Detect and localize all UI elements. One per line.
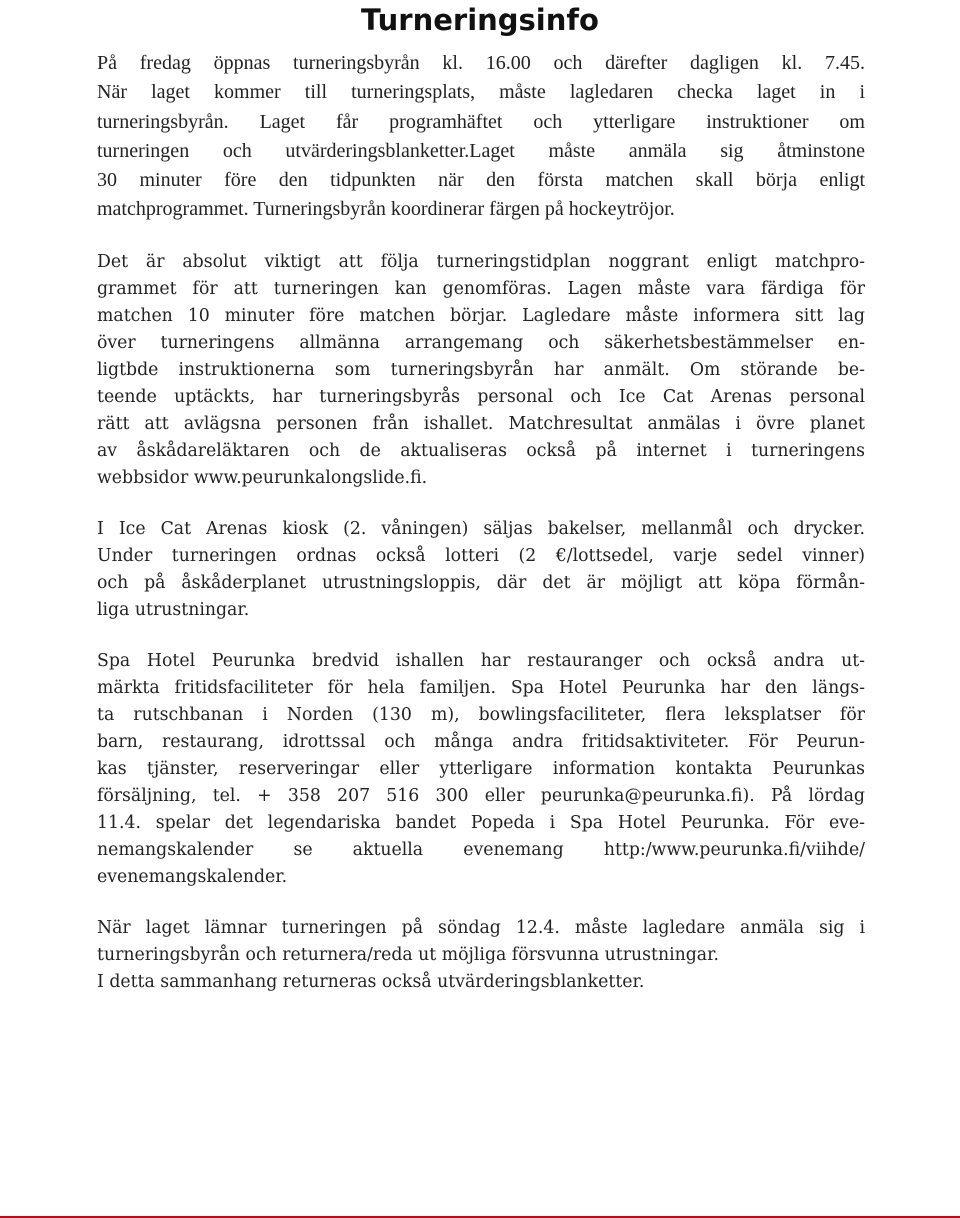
page-title: Turneringsinfo: [361, 3, 599, 37]
text-line: försäljning, tel. + 358 207 516 300 eller peurunka@peurunka.fi). På lördag: [97, 785, 865, 806]
text-line: I detta sammanhang returneras också utvärderingsblanketter.: [97, 971, 645, 992]
text-line: och på åskåderplanet utrustningsloppis, där det är möjligt att köpa förmån-: [97, 572, 865, 593]
text-line: nemangskalender se aktuella evenemang http:/www.peurunka.fi/viihde/: [97, 839, 865, 860]
text-line: över turneringens allmänna arrangemang och säkerhetsbestämmelser en-: [97, 332, 865, 353]
text-line: märkta fritidsfaciliteter för hela familjen. Spa Hotel Peurunka har den längs-: [97, 677, 865, 698]
text-line: Det är absolut viktigt att följa turneringstidplan noggrant enligt matchpro-: [97, 251, 865, 272]
paragraph-hotel: [97, 648, 865, 891]
text-line: webbsidor www.peurunkalongslide.fi.: [97, 467, 428, 488]
text-line: Under turneringen ordnas också lotteri (2 €/lottsedel, varje sedel vinner): [97, 545, 865, 566]
text-line: turneringen och utvärderingsblanketter.Laget måste anmäla sig åtminstone: [97, 139, 865, 162]
text-line: evenemangskalender.: [97, 866, 288, 887]
text-line: turneringsbyrån. Laget får programhäftet och ytterligare instruktioner om: [97, 110, 865, 133]
paragraph-schedule: [97, 249, 865, 492]
text-line: 11.4. spelar det legendariska bandet Popeda i Spa Hotel Peurunka. För eve-: [97, 812, 865, 833]
text-line: grammet för att turneringen kan genomföras. Lagen måste vara färdiga för: [97, 278, 865, 299]
text-line: På fredag öppnas turneringsbyrån kl. 16.00 och därefter dagligen kl. 7.45.: [97, 52, 865, 74]
text-line: teende uptäckts, har turneringsbyrås personal och Ice Cat Arenas personal: [97, 386, 865, 407]
text-line: matchprogrammet. Turneringsbyrån koordinerar färgen på hockeytröjor.: [97, 198, 675, 221]
paragraph-departure: [97, 915, 865, 996]
text-line: 30 minuter före den tidpunkten när den första matchen skall börja enligt: [97, 169, 865, 192]
paragraph-kiosk: [97, 516, 865, 624]
text-line: turneringsbyrån och returnera/reda ut möjliga försvunna utrustningar.: [97, 944, 719, 965]
text-line: matchen 10 minuter före matchen börjar. Lagledare måste informera sitt lag: [97, 305, 865, 326]
text-line: ta rutschbanan i Norden (130 m), bowlingsfaciliteter, flera leksplatser för: [97, 704, 865, 725]
document-body: [97, 49, 865, 996]
text-line: När laget lämnar turneringen på söndag 12.4. måste lagledare anmäla sig i: [97, 917, 865, 938]
text-line: kas tjänster, reserveringar eller ytterligare information kontakta Peurunkas: [97, 758, 865, 779]
text-line: av åskådareläktaren och de aktualiseras också på internet i turneringens: [97, 440, 865, 461]
text-line: I Ice Cat Arenas kiosk (2. våningen) säljas bakelser, mellanmål och drycker.: [97, 518, 865, 539]
text-line: barn, restaurang, idrottssal och många andra fritidsaktiviteter. För Peurun-: [97, 731, 865, 752]
text-line: Spa Hotel Peurunka bredvid ishallen har restauranger och också andra ut-: [97, 650, 865, 671]
text-line: rätt att avlägsna personen från ishallet. Matchresultat anmälas i övre planet: [97, 413, 865, 434]
paragraph-check-in: [97, 49, 865, 225]
text-line: liga utrustningar.: [97, 599, 250, 620]
text-line: ligtbde instruktionerna som turneringsbyrån har anmält. Om störande be-: [97, 359, 865, 380]
text-line: När laget kommer till turneringsplats, måste lagledaren checka laget in i: [97, 81, 865, 104]
